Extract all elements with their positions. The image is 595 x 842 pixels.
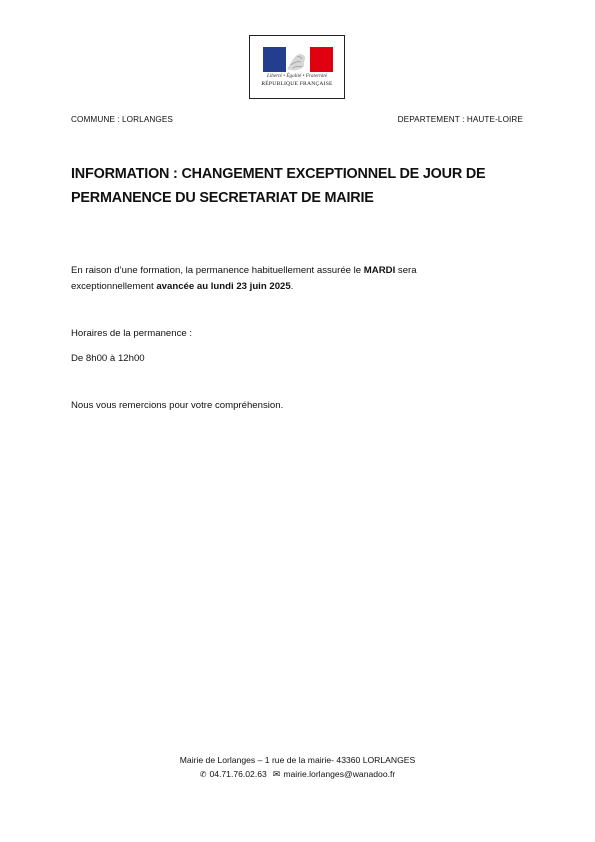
footer-contact bbox=[0, 767, 595, 782]
thanks-text: Nous vous remercions pour votre compréhension. bbox=[71, 400, 284, 411]
footer-address: Mairie de Lorlanges – 1 rue de la mairie- 43360 LORLANGES bbox=[179, 755, 416, 765]
logo-republique-francaise: RÉPUBLIQUE FRANÇAISE bbox=[261, 81, 333, 87]
paragraph-text: En raison d’une formation, la permanence habituellement assurée le bbox=[71, 265, 364, 276]
footer bbox=[0, 753, 595, 782]
footer-email[interactable]: mairie.lorlanges@wanadoo.fr bbox=[283, 769, 396, 779]
departement-label: DEPARTEMENT : HAUTE-LOIRE bbox=[397, 115, 523, 124]
title-line-2: PERMANENCE DU SECRETARIAT DE MAIRIE bbox=[71, 189, 374, 206]
document-title bbox=[71, 163, 531, 210]
marianne-flag-icon bbox=[263, 47, 333, 72]
phone-icon: ✆ bbox=[199, 770, 207, 779]
hours-value: De 8h00 à 12h00 bbox=[71, 353, 145, 364]
envelope-icon: ✉ bbox=[272, 770, 281, 780]
logo-motto: Liberté • Égalité • Fraternité bbox=[266, 73, 328, 79]
paragraph-text: exceptionnellement bbox=[71, 280, 157, 292]
paragraph-bold-date: avancée au lundi 23 juin 2025 bbox=[156, 280, 291, 292]
paragraph-text: . bbox=[290, 280, 294, 292]
paragraph-bold-day: MARDI bbox=[363, 265, 396, 276]
paragraph-text: sera bbox=[395, 265, 417, 276]
republique-francaise-logo bbox=[249, 35, 345, 99]
hours-label: Horaires de la permanence : bbox=[71, 328, 193, 339]
title-line-1: INFORMATION : CHANGEMENT EXCEPTIONNEL DE JOUR DE bbox=[71, 166, 486, 182]
commune-label: COMMUNE : LORLANGES bbox=[71, 115, 173, 124]
footer-phone: 04.71.76.02.63 bbox=[209, 769, 267, 779]
announcement-paragraph bbox=[71, 263, 531, 294]
